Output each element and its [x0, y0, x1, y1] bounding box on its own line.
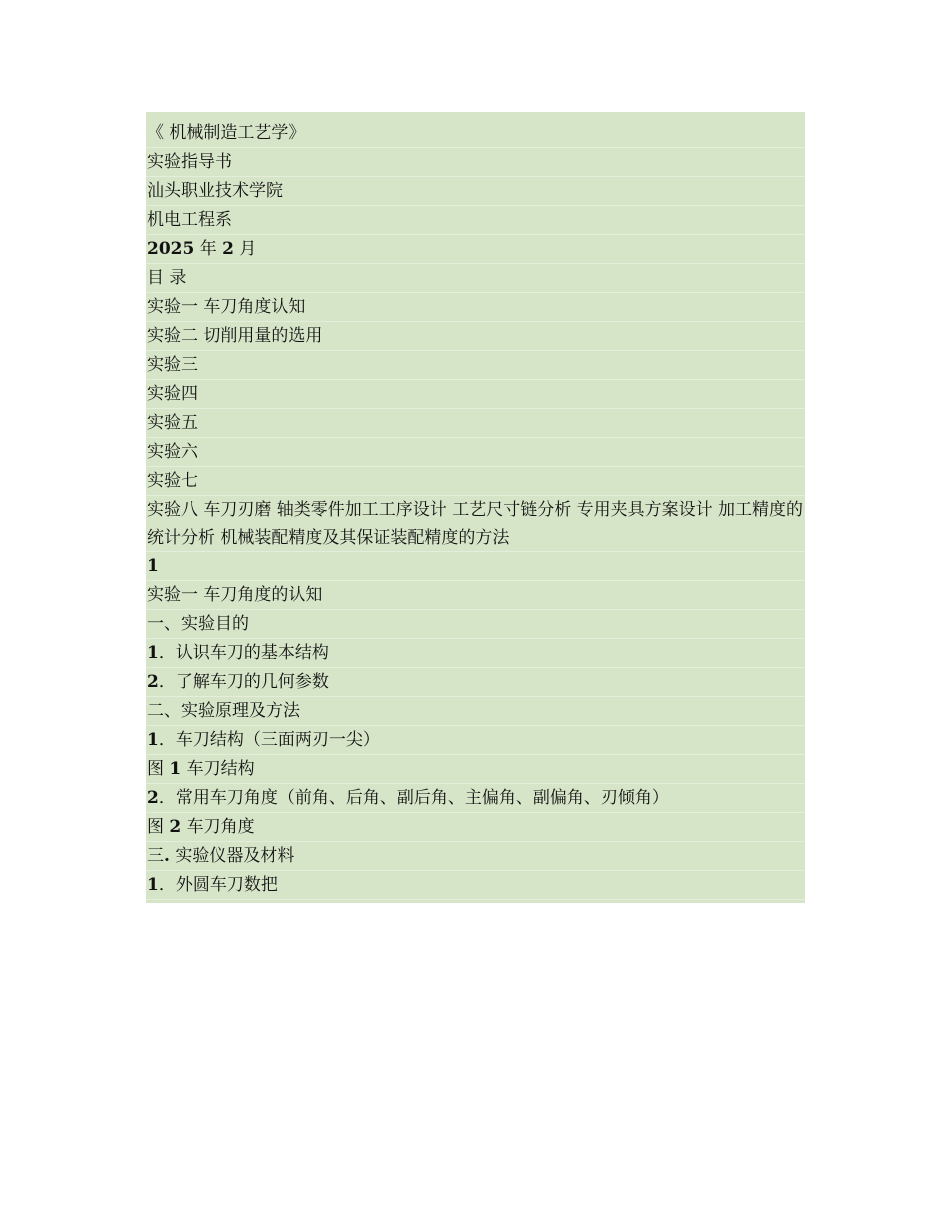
page-number: 1 — [146, 552, 805, 581]
toc-item-long: 实验八 车刀刃磨 轴类零件加工工序设计 工艺尺寸链分析 专用夹具方案设计 加工精度的统计分析 机械装配精度及其保证装配精度的方法 — [146, 496, 805, 552]
list-item: 1．车刀结构（三面两刃一尖） — [146, 726, 805, 755]
toc-item: 实验四 — [146, 380, 805, 409]
book-title: 《 机械制造工艺学》 — [146, 119, 805, 148]
figure-caption: 图 1 车刀结构 — [146, 755, 805, 784]
section-heading: 实验一 车刀角度的认知 — [146, 581, 805, 610]
list-item: 1．外圆车刀数把 — [146, 871, 805, 900]
toc-item: 实验一 车刀角度认知 — [146, 293, 805, 322]
subsection-heading: 二、实验原理及方法 — [146, 697, 805, 726]
figure-caption: 图 2 车刀角度 — [146, 813, 805, 842]
toc-item: 实验七 — [146, 467, 805, 496]
subsection-heading: 一、实验目的 — [146, 610, 805, 639]
document-text-lines — [146, 119, 805, 928]
toc-item: 实验六 — [146, 438, 805, 467]
list-item: 2．常用车刀角度（前角、后角、副后角、主偏角、副偏角、刃倾角） — [146, 784, 805, 813]
subsection-heading: 三. 实验仪器及材料 — [146, 842, 805, 871]
department: 机电工程系 — [146, 206, 805, 235]
blank-line — [146, 900, 805, 928]
toc-heading: 目 录 — [146, 264, 805, 293]
toc-item: 实验二 切削用量的选用 — [146, 322, 805, 351]
toc-item: 实验五 — [146, 409, 805, 438]
date-line: 2025 年 2 月 — [146, 235, 805, 264]
list-item: 1．认识车刀的基本结构 — [146, 639, 805, 668]
list-item: 2．了解车刀的几何参数 — [146, 668, 805, 697]
institution: 汕头职业技术学院 — [146, 177, 805, 206]
toc-item: 实验三 — [146, 351, 805, 380]
subtitle: 实验指导书 — [146, 148, 805, 177]
